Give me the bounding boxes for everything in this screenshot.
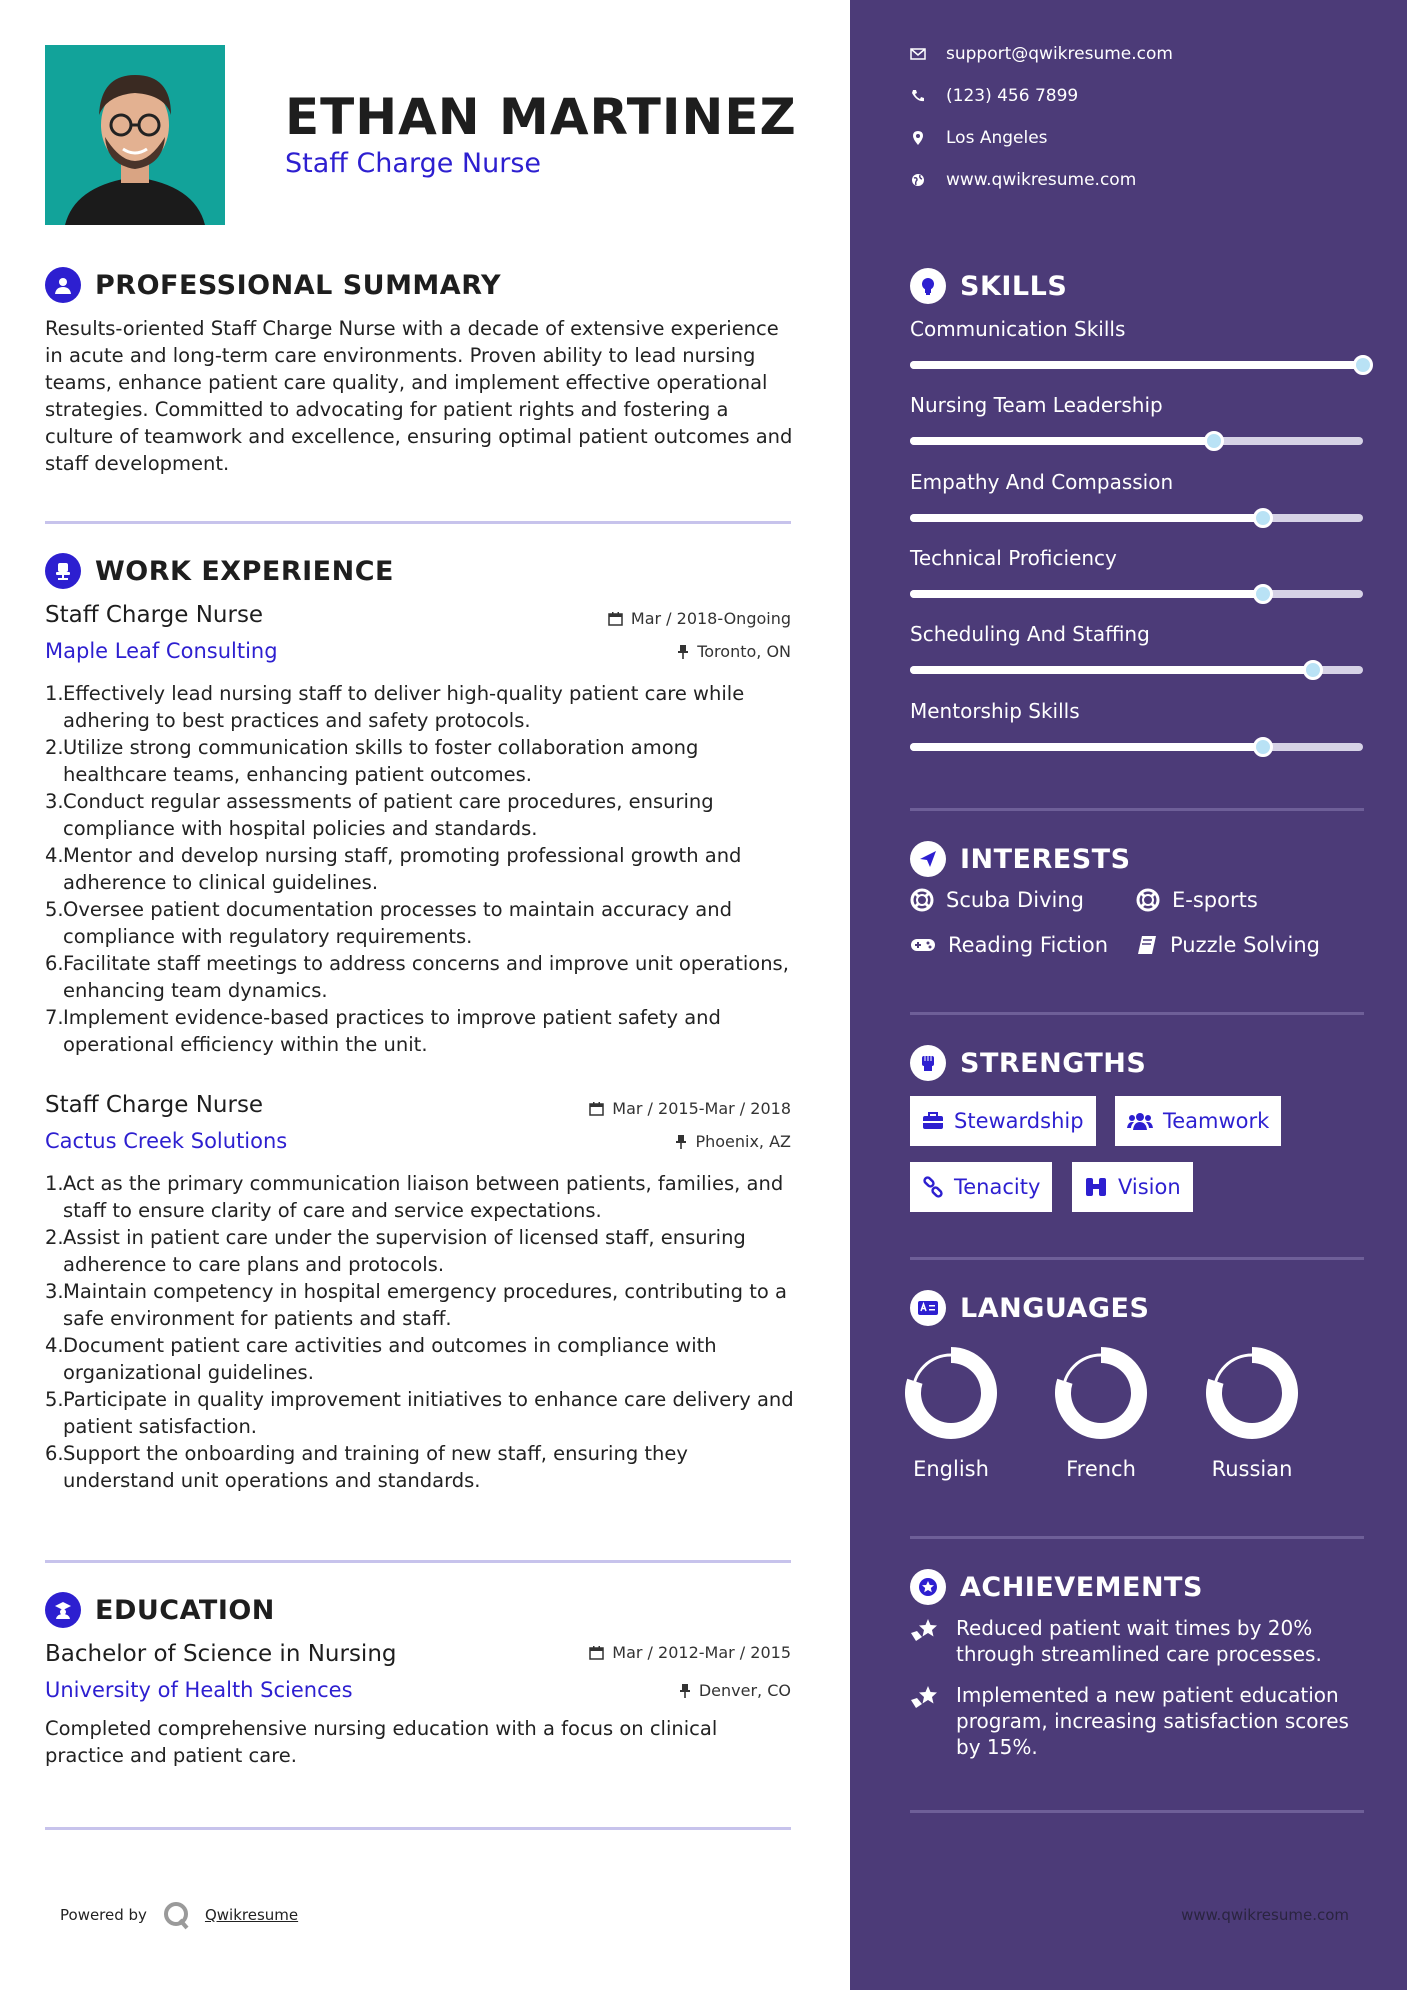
achievements-heading [910,1569,1203,1605]
list-item: 6. Support the onboarding and training of new staff, ensuring they understand unit operations and standards. [45,1442,688,1492]
contact-location [910,128,1048,148]
divider [45,1827,791,1830]
skills-heading-label: SKILLS [960,270,1068,302]
phone-icon [910,89,926,103]
interest-label: Scuba Diving [946,888,1084,912]
education-heading-label: EDUCATION [95,1594,275,1626]
work-heading-label: WORK EXPERIENCE [95,555,394,587]
job-duties [45,680,795,1058]
company-name: Maple Leaf Consulting [45,639,278,663]
list-item: 5. Oversee patient documentation processes to maintain accuracy and compliance with regulatory requirements. [45,898,732,948]
divider [910,1012,1364,1015]
list-item: 1. Act as the primary communication liaison between patients, families, and staff to ensure clarity of care and service expectations. [45,1172,784,1222]
job-title: Staff Charge Nurse [45,1092,264,1118]
achievements-heading-label: ACHIEVEMENTS [960,1571,1203,1603]
user-icon [45,267,81,303]
skill-label: Communication Skills [910,317,1126,341]
skill-label: Mentorship Skills [910,699,1080,723]
language-item [1036,1345,1166,1481]
degree-title: Bachelor of Science in Nursing [45,1641,397,1667]
star-hand-icon [910,1615,942,1667]
star-badge-icon [910,1569,946,1605]
summary-text: Results-oriented Staff Charge Nurse with a decade of extensive experience in acute and long-term care environments. Proven ability to lead nursing teams, enhance patient care quality, and implement effective operational strategies. Committed to advocating for patient rights and fostering a culture of teamwork and excellence, ensuring optimal patient outcomes and staff development. [45,317,793,475]
company-name: Cactus Creek Solutions [45,1129,288,1153]
users-icon [1127,1111,1153,1131]
strength-label: Vision [1118,1175,1181,1199]
divider [910,808,1364,811]
list-item: 2. Utilize strong communication skills to foster collaboration among healthcare teams, enhancing patient outcomes. [45,736,699,786]
paper-plane-icon [910,841,946,877]
fist-icon [910,1045,946,1081]
sidebar [850,0,1407,1990]
skill-label: Scheduling And Staffing [910,622,1150,646]
strengths-heading-label: STRENGTHS [960,1047,1147,1079]
link-icon [922,1176,944,1198]
skill-label: Nursing Team Leadership [910,393,1163,417]
achievement-item [910,1682,1370,1760]
powered-by-label: Powered by [60,1906,147,1924]
list-item: 7. Implement evidence-based practices to improve patient safety and operational efficiency within the unit. [45,1006,721,1056]
list-item: 3. Maintain competency in hospital emergency procedures, contributing to a safe environment for patients and staff. [45,1280,787,1330]
skill-label: Empathy And Compassion [910,470,1174,494]
language-icon [910,1290,946,1326]
interest-item [1136,933,1320,957]
interest-item [910,933,1108,957]
skill-slider[interactable] [910,514,1363,522]
language-ring [1053,1345,1149,1441]
list-item: 3. Conduct regular assessments of patient care procedures, ensuring compliance with hospital policies and standards. [45,790,714,840]
interest-label: Reading Fiction [948,933,1109,957]
education-location-text: Denver, CO [698,1681,791,1700]
gamepad-icon [910,936,936,954]
job-duties [45,1170,795,1494]
qwikresume-link[interactable]: Qwikresume [204,1906,299,1924]
life-ring-icon [1136,888,1160,912]
strength-chip [1072,1162,1193,1212]
slider-knob[interactable] [1253,737,1273,757]
website-text[interactable]: www.qwikresume.com [946,170,1137,190]
envelope-icon [910,48,926,60]
calendar-icon [589,1101,604,1116]
interests-heading-label: INTERESTS [960,843,1131,875]
list-item: 5. Participate in quality improvement initiatives to enhance care delivery and patient satisfaction. [45,1388,794,1438]
language-label: English [913,1457,989,1481]
achievement-item [910,1615,1370,1667]
calendar-icon [589,1645,604,1660]
pin-icon [675,1134,687,1149]
strength-chip [910,1162,1052,1212]
job-location-text: Toronto, ON [697,642,791,661]
list-item: 4. Document patient care activities and outcomes in compliance with organizational guidelines. [45,1334,717,1384]
interest-item [910,888,1084,912]
email-text[interactable]: support@qwikresume.com [946,44,1173,64]
education-text: Completed comprehensive nursing education with a focus on clinical practice and patient care. [45,1717,718,1767]
language-item [886,1345,1016,1481]
star-hand-icon [910,1682,942,1760]
skill-slider[interactable] [910,361,1363,369]
summary-heading-label: PROFESSIONAL SUMMARY [95,269,502,301]
slider-knob[interactable] [1353,355,1373,375]
divider [45,521,791,524]
contact-website [910,170,1136,190]
education-dates [589,1643,791,1662]
calendar-icon [608,611,623,626]
job-title: Staff Charge Nurse [45,602,264,628]
graduate-icon [45,1592,81,1628]
footer-site[interactable]: www.qwikresume.com [1181,1906,1349,1924]
job-dates [608,609,791,628]
summary-heading [45,267,501,303]
strengths-heading [910,1045,1146,1081]
list-item: 2. Assist in patient care under the supervision of licensed staff, ensuring adherence to care plans and protocols. [45,1226,746,1276]
globe-icon [910,173,926,187]
candidate-title: Staff Charge Nurse [285,148,542,179]
school-name: University of Health Sciences [45,1678,353,1702]
strength-label: Stewardship [954,1109,1084,1133]
job-location-text: Phoenix, AZ [695,1132,791,1151]
work-heading [45,553,394,589]
divider [910,1257,1364,1260]
list-item: 4. Mentor and develop nursing staff, promoting professional growth and adherence to clinical guidelines. [45,844,742,894]
language-label: French [1066,1457,1136,1481]
achievement-text: Reduced patient wait times by 20% through streamlined care processes. [956,1616,1322,1666]
divider [910,1536,1364,1539]
list-item: 1. Effectively lead nursing staff to deliver high-quality patient care while adhering to best practices and safety protocols. [45,682,745,732]
binoculars-icon [1084,1176,1108,1198]
skill-slider[interactable] [910,666,1363,674]
skill-label: Technical Proficiency [910,546,1117,570]
languages-heading-label: LANGUAGES [960,1292,1150,1324]
achievement-text: Implemented a new patient education program, increasing satisfaction scores by 15%. [956,1683,1349,1759]
divider [45,1560,791,1563]
briefcase-icon [922,1112,944,1130]
profile-photo [45,45,225,225]
powered-by [60,1900,298,1930]
location-text: Los Angeles [946,128,1048,148]
skill-slider[interactable] [910,590,1363,598]
job-location [677,642,791,661]
contact-email [910,44,1173,64]
slider-knob[interactable] [1204,431,1224,451]
education-location [679,1681,791,1700]
strength-chip [1115,1096,1281,1146]
job-location [675,1132,791,1151]
strength-label: Tenacity [954,1175,1041,1199]
pin-icon [679,1683,691,1698]
education-dates-text: Mar / 2012-Mar / 2015 [612,1643,791,1662]
list-item: 6. Facilitate staff meetings to address concerns and improve unit operations, enhancing team dynamics. [45,952,789,1002]
qwikresume-logo-icon [161,1900,191,1930]
language-ring [903,1345,999,1441]
strength-label: Teamwork [1163,1109,1270,1133]
candidate-name: ETHAN MARTINEZ [285,88,797,146]
lightbulb-icon [910,268,946,304]
book-icon [1136,934,1158,956]
divider [910,1810,1364,1813]
skills-heading [910,268,1067,304]
interest-item [1136,888,1258,912]
slider-knob[interactable] [1253,508,1273,528]
slider-knob[interactable] [1303,660,1323,680]
interest-label: E-sports [1172,888,1258,912]
job-dates-text: Mar / 2018-Ongoing [630,609,791,628]
skill-slider[interactable] [910,437,1363,445]
contact-phone [910,86,1078,106]
interests-heading [910,841,1131,877]
job-dates [589,1099,791,1118]
language-ring [1204,1345,1300,1441]
language-label: Russian [1211,1457,1293,1481]
map-marker-icon [910,131,926,145]
language-item [1187,1345,1317,1481]
interest-label: Puzzle Solving [1170,933,1320,957]
slider-knob[interactable] [1253,584,1273,604]
languages-heading [910,1290,1149,1326]
life-ring-icon [910,888,934,912]
strength-chip [910,1096,1096,1146]
skill-slider[interactable] [910,743,1363,751]
education-heading [45,1592,275,1628]
job-dates-text: Mar / 2015-Mar / 2018 [612,1099,791,1118]
office-chair-icon [45,553,81,589]
pin-icon [677,644,689,659]
phone-text: (123) 456 7899 [946,86,1079,106]
